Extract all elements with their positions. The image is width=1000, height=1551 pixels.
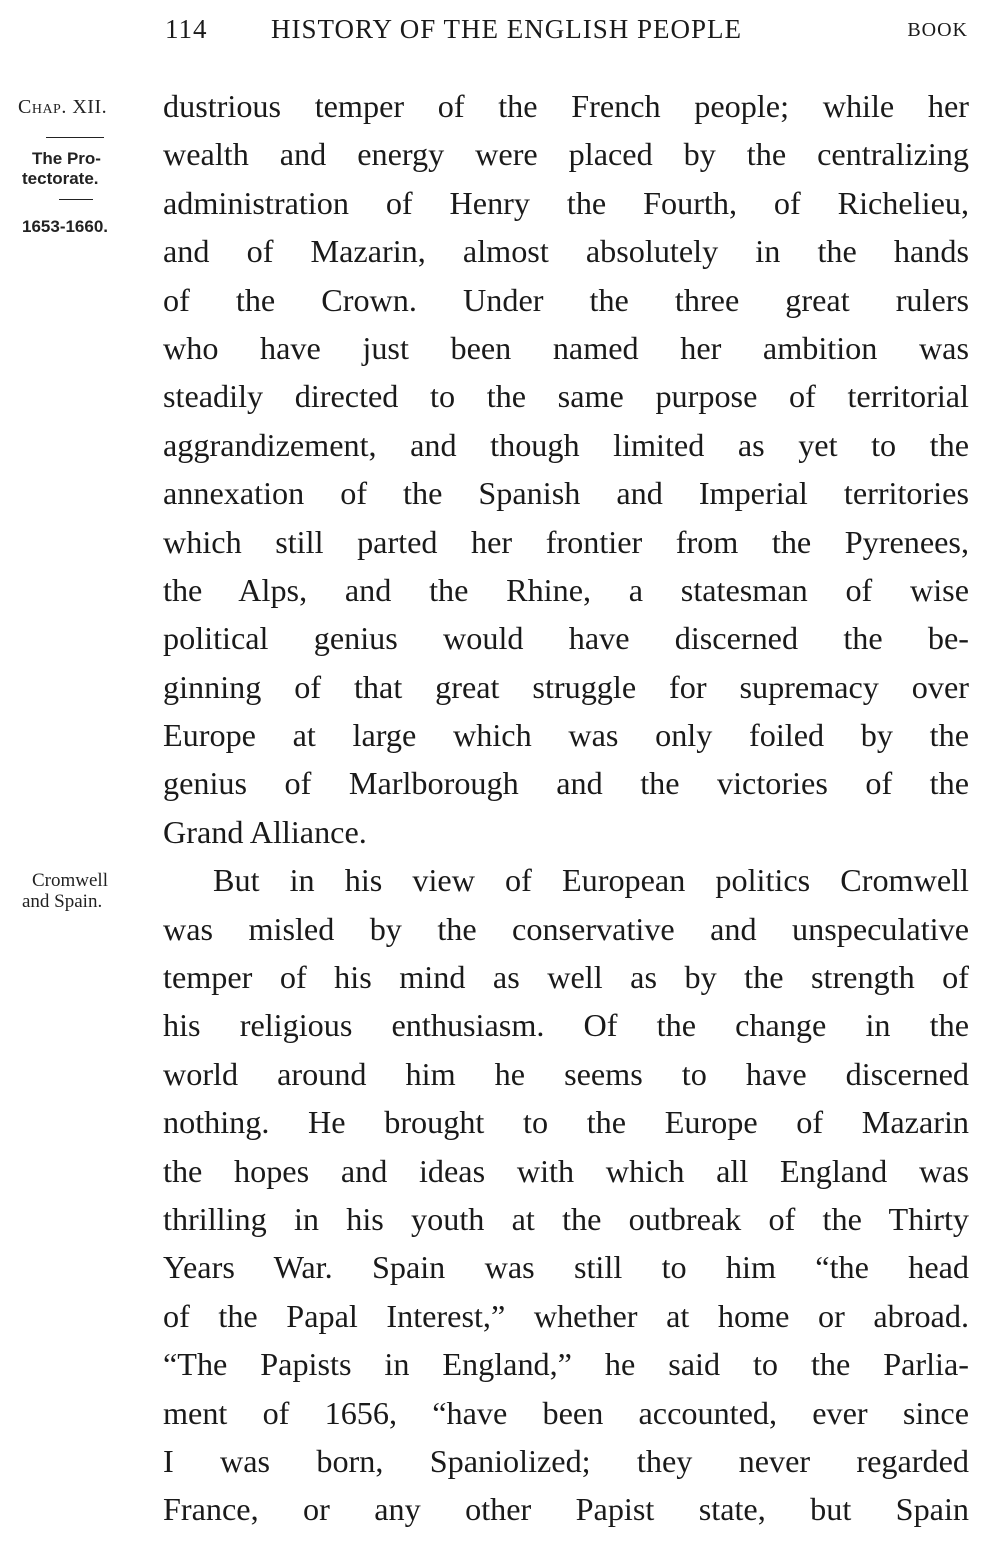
- text-line: dustrious temper of the French people; while her: [163, 88, 969, 124]
- book-label: BOOK: [907, 19, 968, 41]
- text-line: Grand Alliance.: [163, 813, 367, 850]
- margin-rule: [46, 137, 104, 138]
- paragraph: [163, 856, 969, 1533]
- text-line: France, or any other Papist state, but Spain: [163, 1491, 969, 1528]
- text-line: political genius would have discerned the be-: [163, 620, 969, 657]
- text-line: “The Papists in England,” he said to the Parlia-: [163, 1346, 969, 1383]
- side-note-dates: 1653-1660.: [22, 217, 109, 236]
- body-text: [163, 82, 969, 1534]
- text-line: annexation of the Spanish and Imperial territories: [163, 475, 969, 512]
- text-line: thrilling in his youth at the outbreak of the Thirty: [163, 1200, 969, 1237]
- text-line: genius of Marlborough and the victories of the: [163, 765, 969, 802]
- running-head: [165, 14, 968, 54]
- text-line: But in his view of European politics Cromwell: [213, 862, 969, 899]
- text-line: the Alps, and the Rhine, a statesman of wise: [163, 571, 969, 608]
- page-number: 114: [165, 14, 208, 44]
- paragraph: [163, 82, 969, 856]
- side-note-topic-line: and Spain.: [22, 891, 103, 912]
- side-note-subject: [16, 149, 146, 189]
- text-line: aggrandizement, and though limited as yet to the: [163, 426, 969, 463]
- text-line: nothing. He brought to the Europe of Mazarin: [163, 1104, 969, 1141]
- side-note-topic: [22, 870, 152, 912]
- text-line: the hopes and ideas with which all England was: [163, 1152, 969, 1189]
- text-line: who have just been named her ambition was: [163, 329, 969, 366]
- text-line: which still parted her frontier from the Pyrenees,: [163, 523, 969, 560]
- text-line: temper of his mind as well as by the strength of: [163, 959, 969, 996]
- text-line: wealth and energy were placed by the centralizing: [163, 136, 969, 173]
- text-line: was misled by the conservative and unspeculative: [163, 910, 969, 947]
- text-line: world around him he seems to have discerned: [163, 1055, 969, 1092]
- text-line: Years War. Spain was still to him “the head: [163, 1249, 969, 1286]
- text-line: administration of Henry the Fourth, of Richelieu,: [163, 184, 969, 221]
- text-line: and of Mazarin, almost absolutely in the hands: [163, 233, 969, 270]
- text-line: I was born, Spaniolized; they never regarded: [163, 1442, 969, 1479]
- text-line: Europe at large which was only foiled by the: [163, 717, 969, 754]
- chapter-label: Chap. XII.: [18, 96, 108, 118]
- side-note-subject-line: tectorate.: [22, 169, 99, 188]
- text-line: steadily directed to the same purpose of territorial: [163, 378, 969, 415]
- book-title: HISTORY OF THE ENGLISH PEOPLE: [271, 14, 743, 44]
- text-line: of the Crown. Under the three great rulers: [163, 281, 969, 318]
- text-line: his religious enthusiasm. Of the change in the: [163, 1007, 969, 1044]
- side-note-topic-line: Cromwell: [32, 870, 108, 891]
- margin-rule: [59, 199, 93, 200]
- side-note-subject-line: The Pro-: [32, 149, 101, 168]
- text-line: ment of 1656, “have been accounted, ever since: [163, 1394, 969, 1431]
- text-line: ginning of that great struggle for supremacy over: [163, 668, 969, 705]
- text-line: of the Papal Interest,” whether at home or abroad.: [163, 1297, 969, 1334]
